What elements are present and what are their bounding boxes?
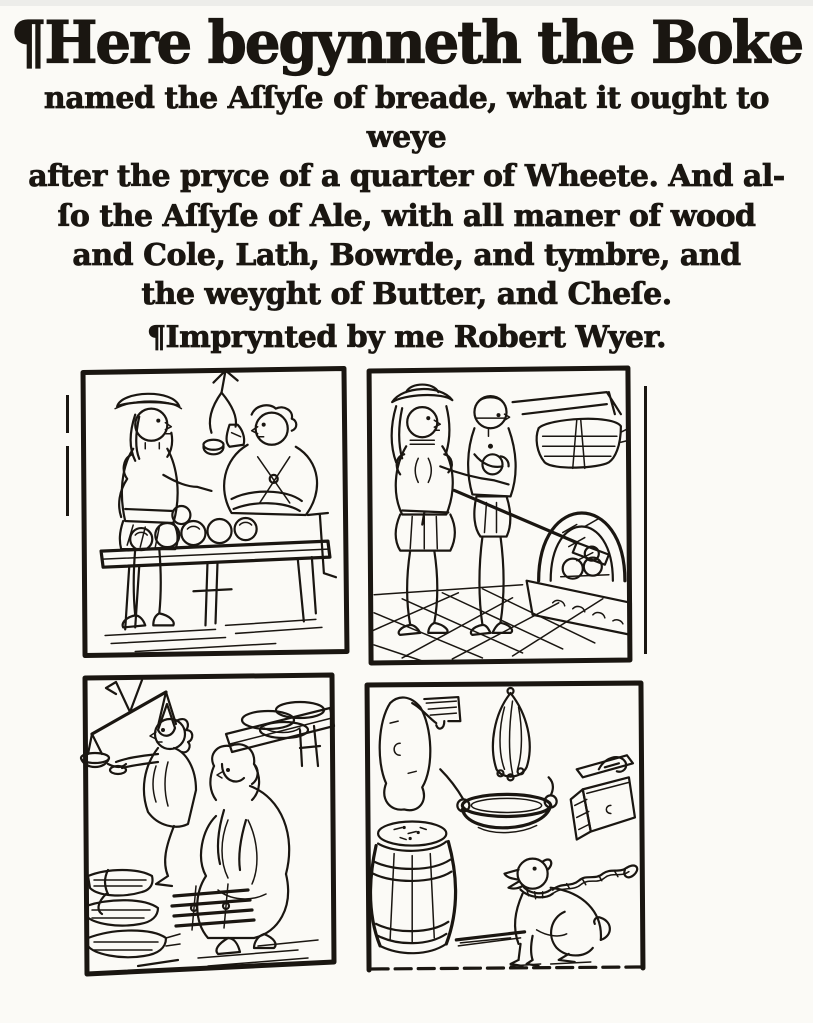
- stick-bundle: [172, 884, 254, 930]
- oven: [513, 392, 631, 635]
- title-line-5: and Cole, Lath, Bowrde, and tymbre, and: [72, 237, 741, 273]
- title-line-2: named the Aſſyſe of breade, what it ought to weye: [43, 80, 770, 156]
- wall-bracket: [424, 697, 460, 729]
- chained-dog: [505, 859, 638, 966]
- woodcut-bread-weighing-table: [75, 362, 353, 662]
- hand-balance: [81, 680, 176, 774]
- table-with-loaves: [101, 506, 330, 629]
- woodcut-weighing-and-binding-wood: [78, 670, 339, 982]
- hanging-flitch: [380, 697, 437, 810]
- stray-rule: [644, 386, 647, 654]
- ground-hatching: [105, 619, 322, 651]
- hanging-basin: [440, 769, 556, 832]
- ground-stick: [456, 932, 524, 946]
- border-fragment: [66, 446, 69, 516]
- baker-with-hat: [392, 385, 509, 635]
- panel-border-bottom: [372, 967, 641, 969]
- wall-box: [571, 755, 635, 839]
- woodcut-bakers-at-oven: [362, 362, 635, 668]
- title-block: [0, 8, 813, 357]
- weigher-figure: [116, 719, 196, 886]
- barrel: [370, 821, 455, 953]
- border-fragment: [66, 395, 69, 433]
- table-with-cheeses: [226, 702, 334, 766]
- scan-edge-artifact: [0, 0, 813, 6]
- woodcut-shop-with-chained-dog: [360, 677, 649, 976]
- title-line-6: the weyght of Butter, and Cheſe.: [141, 277, 672, 313]
- baker-boy-with-loaves: [468, 396, 516, 635]
- title-line-3: after the pryce of a quarter of Wheete. And al-: [28, 159, 785, 195]
- hanging-candle-bundle: [493, 688, 530, 780]
- bread-seller-figure: [115, 394, 211, 628]
- imprint-line: ¶Imprynted by me Robert Wyer.: [146, 319, 667, 355]
- page-title: ¶Here begynneth the Boke: [10, 8, 803, 78]
- title-line-4: ſo the Aſſyſe of Ale, with all maner of wood: [57, 198, 756, 234]
- hanging-balance: [203, 370, 244, 454]
